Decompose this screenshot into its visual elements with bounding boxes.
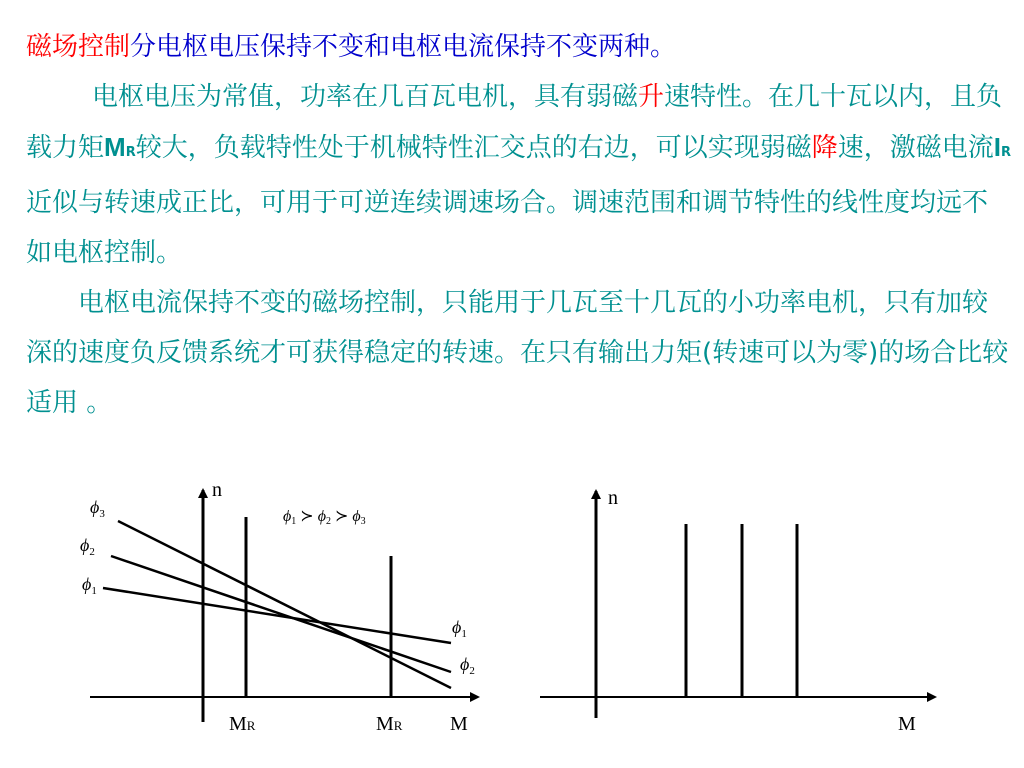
left-y-label: n	[212, 479, 222, 501]
right-y-label: n	[608, 487, 618, 509]
label-phi2-left: $\phi_2$	[80, 535, 95, 558]
highlight-up: 升	[638, 82, 665, 112]
label-phi2-right: $\phi_2$	[460, 654, 475, 677]
left-x-label: M	[450, 713, 468, 735]
para1-text-3: 较大，负载特性处于机械特性汇交点的右边，可以实现弱磁	[135, 133, 812, 163]
right-x-label: M	[898, 713, 916, 735]
ir-subscript: R	[1000, 145, 1011, 160]
heading-red: 磁场控制	[26, 32, 131, 62]
line-phi3	[118, 521, 451, 688]
right-diagram	[540, 487, 935, 735]
ir-symbol: I	[993, 132, 1001, 162]
mr-subscript: R	[125, 145, 136, 160]
left-diagram	[80, 479, 478, 735]
para1-text-2: 速特性。在几十瓦以内，且负载力矩	[26, 82, 1003, 163]
label-phi1-right: $\phi_1$	[452, 617, 467, 640]
mr-tick-label-1: MR	[229, 713, 256, 735]
para1-text-4: 速，激磁电流	[837, 133, 994, 163]
label-phi3-left: $\phi_3$	[90, 497, 105, 520]
heading-blue: 分电枢电压保持不变和电枢电流保持不变两种。	[130, 32, 677, 62]
mr-symbol: M	[104, 132, 126, 162]
mr-tick-label-2: MR	[376, 713, 403, 735]
para1-text-1: 电枢电压为常值，功率在几百瓦电机，具有弱磁	[92, 82, 639, 112]
para1-text-5: 近似与转速成正比，可用于可逆连续调速场合。调速范围和调节特性的线性度均远不如电枢控制。	[26, 188, 989, 268]
line-phi2	[111, 556, 451, 672]
paragraph-armature-current: 电枢电流保持不变的磁场控制，只能用于几瓦至十几瓦的小功率电机，只有加较深的速度负反馈系统才可获得稳定的转速。在只有输出力矩(转速可以为零)的场合比较适用 。	[26, 288, 1009, 418]
highlight-down: 降	[811, 133, 838, 163]
line-phi1	[103, 588, 451, 643]
label-phi1-left: $\phi_1$	[82, 574, 97, 597]
flux-relation: ϕ1 ≻ ϕ2 ≻ ϕ3	[283, 508, 366, 527]
